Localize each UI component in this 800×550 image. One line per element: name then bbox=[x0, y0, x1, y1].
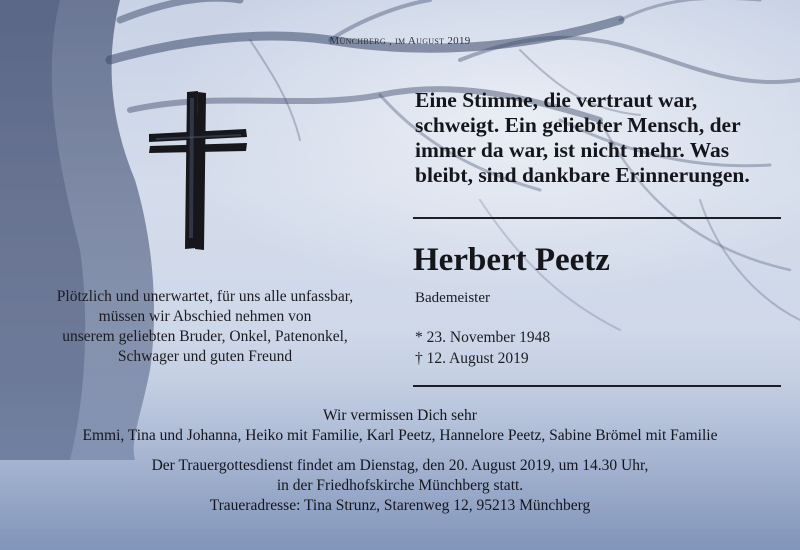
quote-line: immer da war, ist nicht mehr. Was bbox=[415, 138, 730, 162]
service-location: in der Friedhofskirche Münchberg statt. bbox=[276, 477, 524, 494]
life-dates bbox=[415, 327, 550, 369]
memorial-quote bbox=[415, 88, 785, 188]
deceased-name: Herbert Peetz bbox=[413, 242, 610, 278]
mourners-names: Emmi, Tina und Johanna, Heiko mit Familie, Karl Peetz, Hannelore Peetz, Sabine Brömel mit Familie bbox=[82, 427, 718, 444]
intro-line: Schwager und guten Freund bbox=[117, 348, 293, 365]
death-date: † 12. August 2019 bbox=[415, 350, 529, 367]
cross-icon bbox=[146, 88, 250, 254]
intro-line: Plötzlich und unerwartet, für uns alle unfassbar, bbox=[56, 288, 354, 305]
intro-line: müssen wir Abschied nehmen von bbox=[98, 308, 312, 325]
quote-line: schweigt. Ein geliebter Mensch, der bbox=[415, 113, 741, 137]
deceased-occupation: Bademeister bbox=[415, 290, 490, 306]
quote-line: bleibt, sind dankbare Erinnerungen. bbox=[415, 163, 750, 187]
intro-text bbox=[20, 287, 390, 367]
divider-bottom bbox=[413, 385, 781, 387]
divider-top bbox=[413, 217, 781, 219]
quote-line: Eine Stimme, die vertraut war, bbox=[415, 88, 698, 112]
mourners-heading: Wir vermissen Dich sehr bbox=[323, 407, 477, 424]
header-separator: , im bbox=[385, 35, 408, 47]
mourners-and-service bbox=[0, 406, 800, 516]
condolence-address: Traueradresse: Tina Strunz, Starenweg 12, 95213 Münchberg bbox=[209, 497, 591, 514]
header-year: 2019 bbox=[447, 35, 471, 47]
header-place: Münchberg bbox=[329, 35, 386, 47]
place-date-header bbox=[0, 35, 800, 47]
intro-line: unserem geliebten Bruder, Onkel, Patenonkel, bbox=[62, 328, 348, 345]
service-info: Der Trauergottesdienst findet am Dienstag, den 20. August 2019, um 14.30 Uhr, bbox=[151, 457, 649, 474]
header-month: August bbox=[407, 35, 445, 47]
birth-date: * 23. November 1948 bbox=[415, 329, 551, 346]
